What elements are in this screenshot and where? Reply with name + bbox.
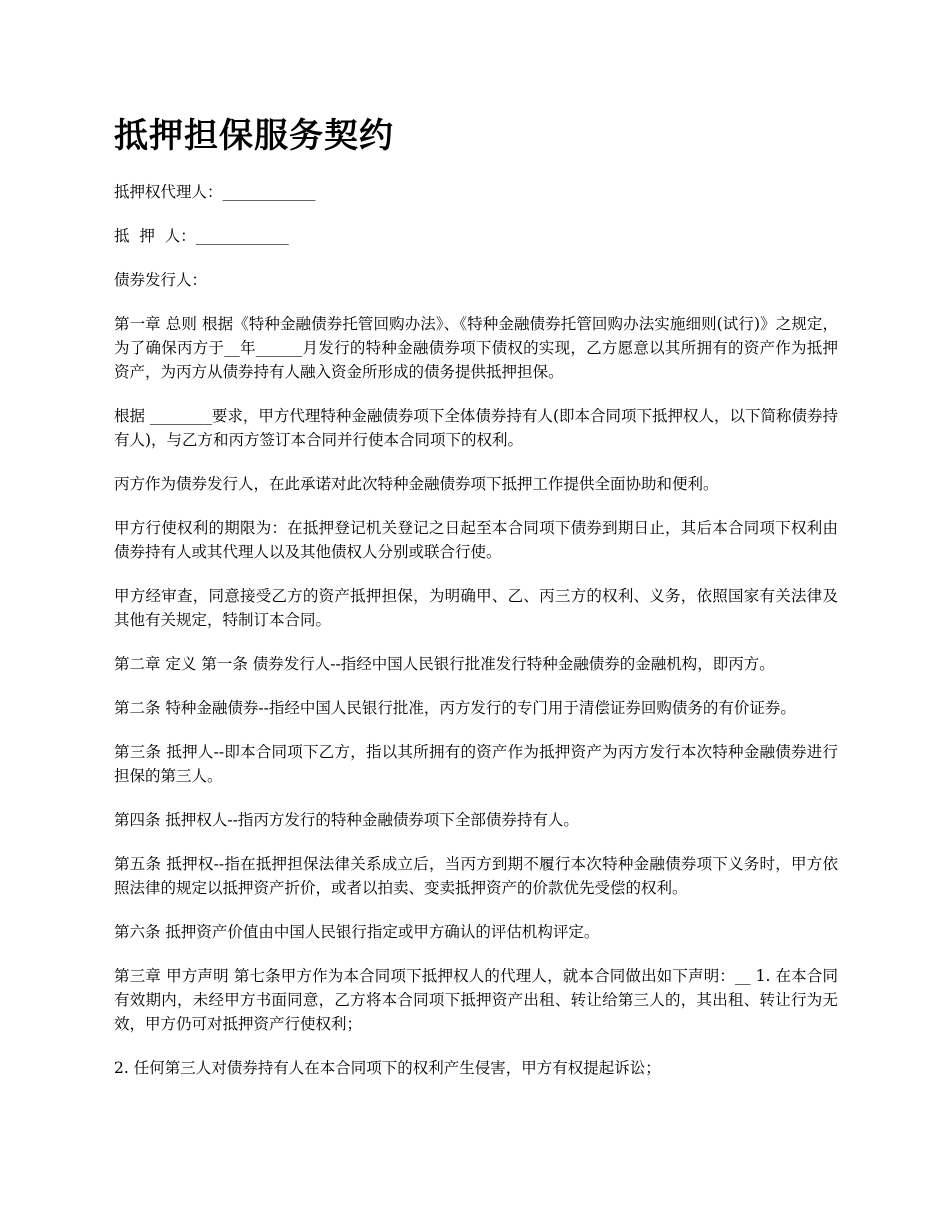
- paragraph-text: 根据 ________要求，甲方代理特种金融债券项下全体债券持有人(即本合同项下抵押权人，以下简称债券持有人)，与乙方和丙方签订本合同并行使本合同项下的权利。: [114, 407, 838, 449]
- paragraph-text: 抵 押 人：____________: [114, 227, 289, 245]
- document-title: 抵押担保服务契约: [114, 116, 394, 156]
- paragraph-text: 第一章 总则 根据《特种金融债券托管回购办法》、《特种金融债券托管回购办法实施细则(试行)》之规定，为了确保丙方于__年______月发行的特种金融债券项下债权的实现，乙方愿意以其所拥有的资产作为抵押资产，为丙方从债券持有人融入资金所形成的债务提供抵押担保。: [114, 315, 838, 381]
- paragraph-issuer-commitment: [114, 472, 838, 496]
- paragraph-agreement: [114, 584, 838, 632]
- paragraph-text: 甲方经审查，同意接受乙方的资产抵押担保，为明确甲、乙、丙三方的权利、义务，依照国家有关法律及其他有关规定，特制订本合同。: [114, 587, 838, 629]
- paragraph-text: 抵押权代理人：____________: [114, 183, 316, 201]
- paragraph-basis: [114, 404, 838, 452]
- paragraph-text: 甲方行使权利的期限为：在抵押登记机关登记之日起至本合同项下债券到期日止，其后本合同项下权利由债券持有人或其代理人以及其他债权人分别或联合行使。: [114, 519, 838, 561]
- article-4: [114, 808, 838, 832]
- paragraph-text: 第三章 甲方声明 第七条甲方作为本合同项下抵押权人的代理人，就本合同做出如下声明：__ 1. 在本合同有效期内，未经甲方书面同意，乙方将本合同项下抵押资产出租、转让给第三人的，其出租、转让行为无效，甲方仍可对抵押资产行使权利；: [114, 967, 838, 1033]
- article-6: [114, 920, 838, 944]
- mortgagor-line: [114, 224, 838, 248]
- paragraph-text: 第二章 定义 第一条 债券发行人--指经中国人民银行批准发行特种金融债券的金融机构，即丙方。: [114, 655, 775, 673]
- article-7-item-2: [114, 1056, 838, 1080]
- paragraph-text: 第二条 特种金融债券--指经中国人民银行批准，丙方发行的专门用于清偿证券回购债务的有价证券。: [114, 699, 796, 717]
- chapter-1-paragraph: [114, 312, 838, 384]
- paragraph-text: 第六条 抵押资产价值由中国人民银行指定或甲方确认的评估机构评定。: [114, 923, 600, 941]
- paragraph-text: 债券发行人：: [114, 271, 208, 289]
- paragraph-text: 丙方作为债券发行人，在此承诺对此次特种金融债券项下抵押工作提供全面协助和便利。: [114, 475, 719, 493]
- paragraph-rights-period: [114, 516, 838, 564]
- mortgagee-agent-line: [114, 180, 838, 204]
- paragraph-text: 2. 任何第三人对债券持有人在本合同项下的权利产生侵害，甲方有权提起诉讼；: [114, 1059, 661, 1077]
- article-3: [114, 740, 838, 788]
- paragraph-text: 第三条 抵押人--即本合同项下乙方，指以其所拥有的资产作为抵押资产为丙方发行本次特种金融债券进行担保的第三人。: [114, 743, 838, 785]
- article-2: [114, 696, 838, 720]
- bond-issuer-line: [114, 268, 838, 292]
- paragraph-text: 第四条 抵押权人--指丙方发行的特种金融债券项下全部债券持有人。: [114, 811, 579, 829]
- paragraph-text: 第五条 抵押权--指在抵押担保法律关系成立后，当丙方到期不履行本次特种金融债券项下义务时，甲方依照法律的规定以抵押资产折价，或者以拍卖、变卖抵押资产的价款优先受偿的权利。: [114, 855, 838, 897]
- chapter-2-article-1: [114, 652, 838, 676]
- article-5: [114, 852, 838, 900]
- chapter-3-article-7: [114, 964, 838, 1036]
- document-page: [114, 112, 838, 1100]
